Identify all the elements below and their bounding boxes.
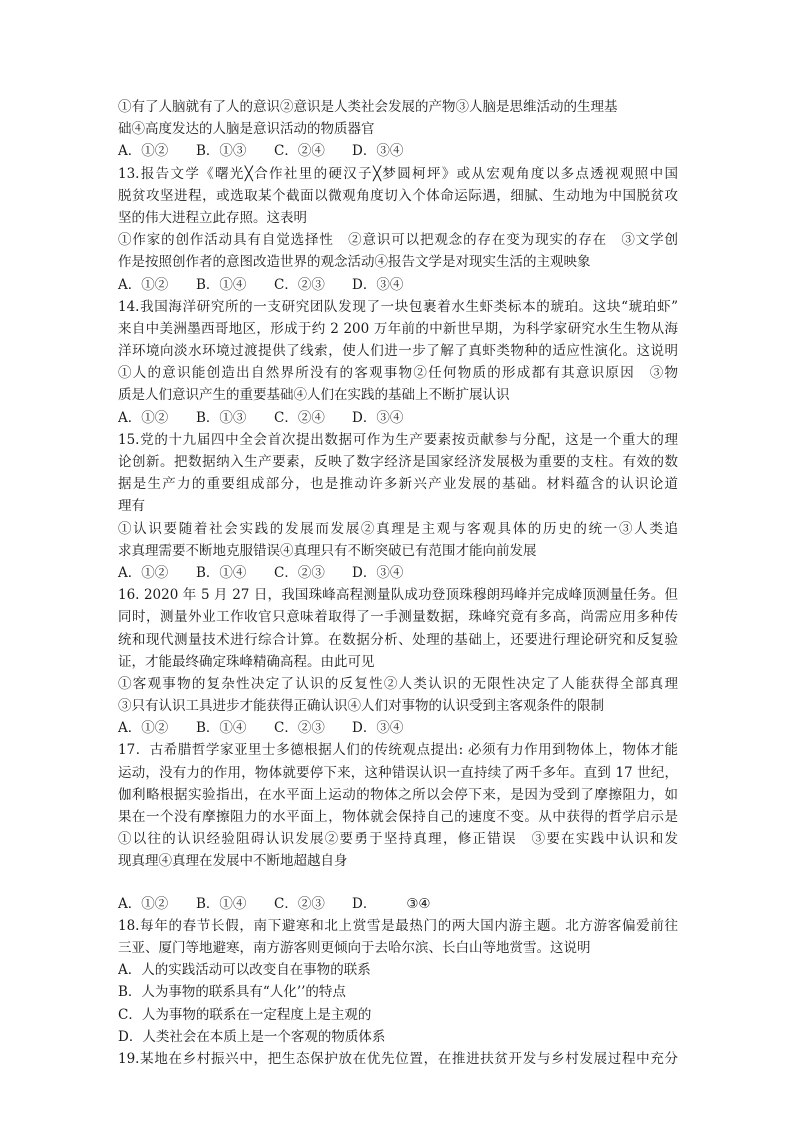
option-a: A．①②: [118, 276, 169, 293]
option-a: A．①②: [118, 409, 169, 426]
question-16: [118, 584, 678, 739]
answer-options: [118, 717, 678, 739]
option-d: D．③④: [352, 276, 404, 293]
option-d: D．③④: [352, 143, 404, 160]
option-a: A．①②: [118, 895, 169, 912]
question-12: [118, 96, 678, 163]
statement-line: ③只有认识工具进步才能获得正确认识④人们对事物的认识受到主客观条件的限制: [118, 698, 604, 715]
question-text-line: 果在一个没有摩擦阻力的水平面上，物体就会保持自己的速度不变。从中获得的哲学启示是: [118, 809, 678, 825]
option-b: B．①④: [196, 720, 247, 737]
choice-c: C．人为事物的联系在一定程度上是主观的: [118, 1006, 372, 1023]
question-text-line: 伽利略根据实验指出，在水平面上运动的物体之所以会停下来，是因为受到了摩擦阻力，如: [118, 786, 678, 803]
question-text-line: 统和现代测量技术进行综合计算。在数据分析、处理的基础上，还要进行理论研究和反复验: [118, 631, 678, 648]
question-text-line: 证，才能最终确定珠峰精确高程。由此可见: [118, 653, 375, 670]
option-c: C．②③: [274, 720, 325, 737]
question-text-line: 来自中美洲墨西哥地区，形成于约 2 200 万年前的中新世早期，为科学家研究水生生物从海: [118, 320, 678, 337]
question-15: [118, 429, 678, 584]
answer-options: [118, 562, 678, 584]
statement-line: ①有了人脑就有了人的意识②意识是人类社会发展的产物③人脑是思维活动的生理基: [118, 99, 618, 115]
option-d-value: ③④: [406, 895, 431, 912]
statement-line: 础④高度发达的人脑是意识活动的物质器官: [118, 121, 375, 138]
option-c: C．②③: [274, 895, 325, 912]
question-text-line: 脱贫攻坚进程，或选取某个截面以微观角度切入个体命运际遇，细腻、生动地为中国脱贫攻: [118, 187, 678, 204]
option-b: B．①④: [196, 276, 247, 293]
statement-line: ①客观事物的复杂性决定了认识的反复性②人类认识的无限性决定了人能获得全部真理: [118, 675, 678, 692]
answer-options: [118, 893, 678, 915]
exam-page: [118, 96, 678, 1070]
option-b: B．①④: [196, 564, 247, 581]
question-text-line: 运动，没有力的作用，物体就要停下来，这种错误认识一直持续了两千多年。直到 17 世纪，: [118, 764, 678, 781]
option-b: B．①④: [196, 895, 247, 912]
statement-line: 作是按照创作者的意图改造世界的观念活动④报告文学是对现实生活的主观映象: [118, 254, 591, 271]
option-d-label: D．: [352, 895, 377, 912]
statement-line: ①认识要随着社会实践的发展而发展②真理是主观与客观具体的历史的统一③人类追: [118, 520, 678, 537]
question-text-line: 据是生产力的重要组成部分，也是推动许多新兴产业发展的基础。材料蕴含的认识论道: [118, 476, 678, 493]
question-text-line: 坚的伟大进程立此存照。这表明: [118, 209, 307, 226]
option-d: D．③④: [352, 564, 404, 581]
option-a: A．①②: [118, 143, 169, 160]
statement-line: ①人的意识能创造出自然界所没有的客观事物②任何物质的形成都有其意识原因 ③物: [118, 365, 678, 382]
question-text-line: 同时，测量外业工作收官只意味着取得了一手测量数据，珠峰究竟有多高，尚需应用多种传: [118, 609, 678, 626]
question-text-line: 19.某地在乡村振兴中，把生态保护放在优先位置，在推进扶贫开发与乡村发展过程中充分: [118, 1050, 678, 1067]
choice-a: A．人的实践活动可以改变自在事物的联系: [118, 962, 371, 979]
option-a: A．①②: [118, 564, 169, 581]
statement-line: ①以往的认识经验阻碍认识发展②要勇于坚持真理，修正错误 ③要在实践中认识和发: [118, 831, 678, 848]
question-text-line: 理有: [118, 498, 145, 515]
question-text-line: 15.党的十九届四中全会首次提出数据可作为生产要素按贡献参与分配，这是一个重大的理: [118, 431, 678, 448]
answer-options: [118, 140, 678, 162]
question-13: [118, 163, 678, 296]
question-14: [118, 296, 678, 429]
option-c: C．②③: [274, 564, 325, 581]
option-c: C．②④: [274, 143, 325, 160]
option-b: B．①③: [196, 143, 247, 160]
answer-options: [118, 274, 678, 296]
spacer: [118, 873, 678, 893]
choice-d: D．人类社会在本质上是一个客观的物质体系: [118, 1028, 386, 1045]
question-text-line: 洋环境向淡水环境过渡提供了线索，使人们进一步了解了真虾类物种的适应性演化。这说明: [118, 343, 678, 360]
option-b: B．①③: [196, 409, 247, 426]
statement-line: ①作家的创作活动具有自觉选择性 ②意识可以把观念的存在变为现实的存在 ③文学创: [118, 232, 678, 249]
question-text-line: 13.报告文学《曙光╳合作社里的硬汉子╳梦圆柯坪》或从宏观角度以多点透视观照中国: [118, 165, 678, 182]
option-c: C．②③: [274, 276, 325, 293]
answer-options: [118, 407, 678, 429]
option-a: A．①②: [118, 720, 169, 737]
option-d: D．③④: [352, 720, 404, 737]
question-text-line: 三亚、厦门等地避寒，南方游客则更倾向于去哈尔滨、长白山等地赏雪。这说明: [118, 939, 591, 956]
question-17: [118, 739, 678, 914]
statement-line: 求真理需要不断地克服错误④真理只有不断突破已有范围才能向前发展: [118, 542, 537, 559]
option-c: C．②④: [274, 409, 325, 426]
statement-line: 质是人们意识产生的重要基础④人们在实践的基础上不断扩展认识: [118, 387, 510, 404]
question-text-line: 论创新。把数据纳入生产要素，反映了数字经济是国家经济发展极为重要的支柱。有效的数: [118, 454, 678, 470]
question-text-line: 18.每年的春节长假，南下避寒和北上赏雪是最热门的两大国内游主题。北方游客偏爱前往: [118, 917, 678, 934]
option-d: D．③④: [352, 409, 404, 426]
option-d: [352, 893, 472, 915]
question-18: [118, 915, 678, 1048]
choice-b: B．人为事物的联系具有“人化’’的特点: [118, 984, 346, 1001]
question-text-line: 14.我国海洋研究所的一支研究团队发现了一块包裹着水生虾类标本的琥珀。这块“琥珀虾”: [118, 298, 678, 315]
question-19: [118, 1048, 678, 1070]
question-text-line: 16. 2020 年 5 月 27 日，我国珠峰高程测量队成功登顶珠穆朗玛峰并完成峰顶测量任务。但: [118, 587, 678, 604]
question-text-line: 17．古希腊哲学家亚里士多德根据人们的传统观点提出: 必须有力作用到物体上，物体才能: [118, 742, 678, 759]
statement-line: 现真理④真理在发展中不断地超越自身: [118, 853, 348, 870]
